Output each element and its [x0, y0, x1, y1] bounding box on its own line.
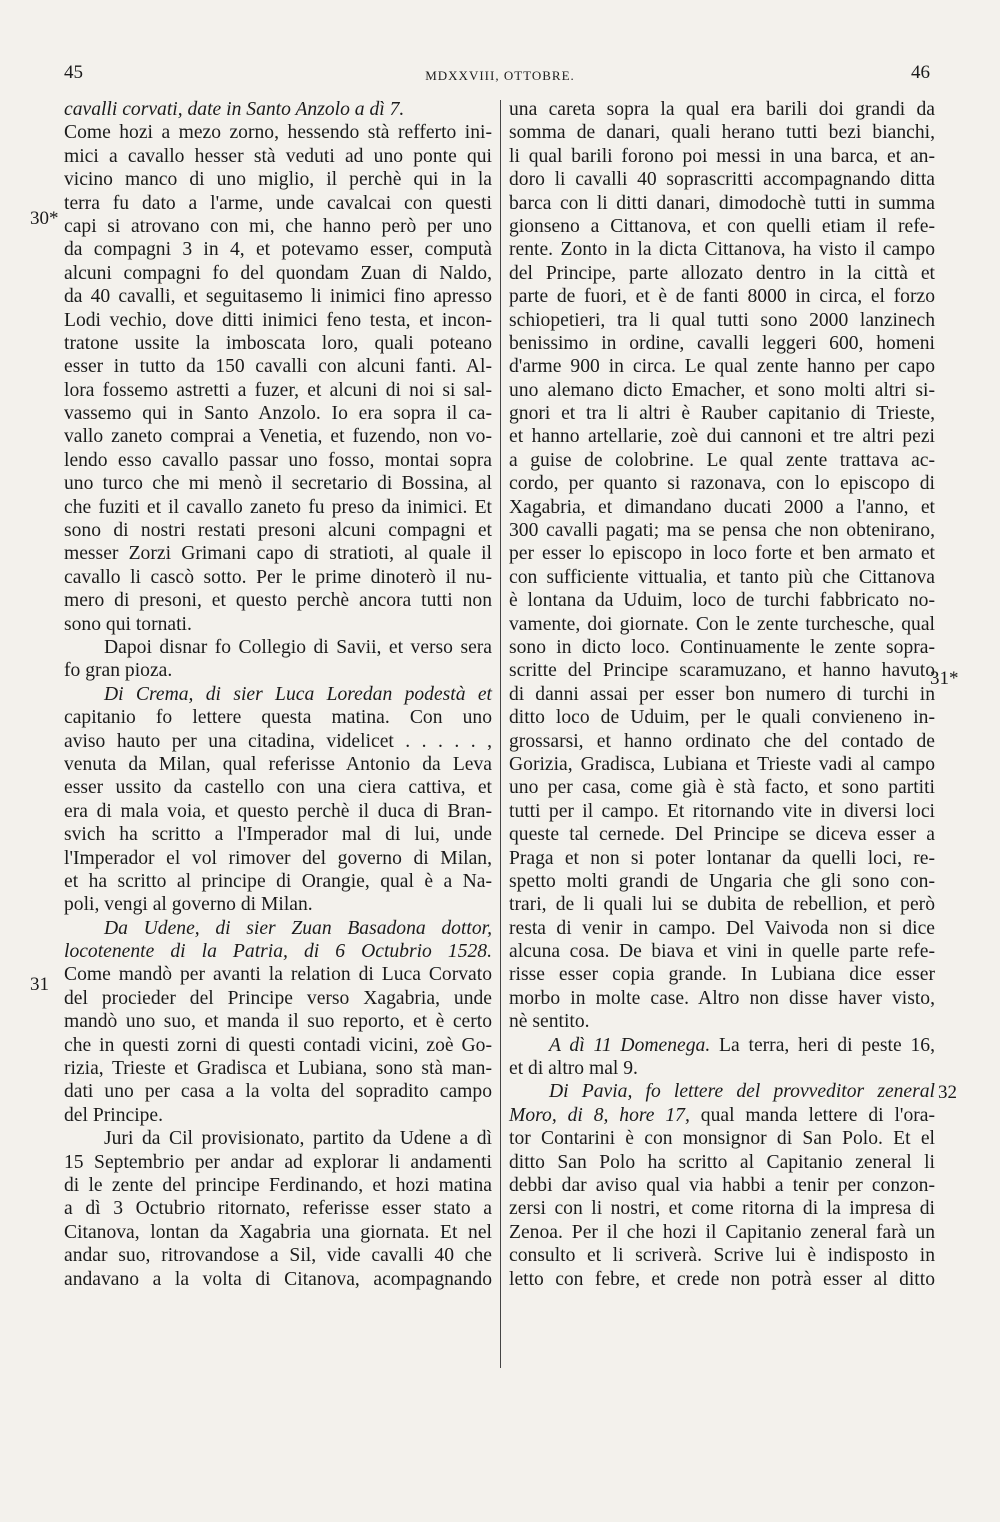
- text-line: da compagni 3 in 4, et potevamo esser, computà: [64, 239, 492, 261]
- text-line: dati uno per casa a la volta del sopradito campo: [64, 1081, 492, 1103]
- column-divider: [500, 100, 501, 1368]
- text-line: esser in tutto da 150 cavalli con alcuni fanti. Al-: [64, 356, 492, 378]
- text-line: vamente, doi giornate. Con le zente turchesche, qual: [509, 613, 935, 635]
- text-line: era di mala voia, et questo perchè il duca di Bran-: [64, 800, 492, 822]
- text-line: di danni assai per esser bon numero di turchi in: [509, 683, 935, 705]
- text-line: del procieder del Principe verso Xagabria, unde: [64, 987, 492, 1009]
- text-line: Zenoa. Per il che hozi il Capitanio zeneral farà un: [509, 1221, 935, 1243]
- text-line: Di Crema, di sier Luca Loredan podestà et: [104, 683, 492, 705]
- margin-number-31-right: 31*: [930, 668, 959, 689]
- text-line: et ha scritto al principe di Orangie, qual è a Na-: [64, 870, 492, 892]
- text-line: ditto San Polo ha scritto al Capitanio zeneral li: [509, 1151, 935, 1173]
- margin-number-30: 30*: [30, 208, 59, 229]
- text-line: svich ha scritto a l'Imperador mal di lui, unde: [64, 824, 492, 846]
- text-line: trari, de li quali lui se dubita de rebellion, et però: [509, 894, 935, 916]
- text-line: doro li cavalli 40 soprascritti accompagnando ditta: [509, 169, 935, 191]
- text-line: Come hozi a mezo zorno, hessendo stà refferto ini-: [64, 122, 492, 144]
- margin-number-31: 31: [30, 974, 49, 995]
- text-line: messer Zorzi Grimani capo di stratioti, al quale il: [64, 543, 492, 565]
- text-line: risse esser copia grande. In Lubiana dice esser: [509, 964, 935, 986]
- left-text-column: [64, 98, 492, 1291]
- text-line: Dapoi disnar fo Collegio di Savii, et verso sera: [104, 636, 492, 658]
- text-line: resta di venir in campo. Del Vaivoda non si dice: [509, 917, 935, 939]
- text-line: esser ussito da castello con una ciera cattiva, et: [64, 777, 492, 799]
- text-line: spetto molti grandi de Ungaria che gli sono con-: [509, 870, 935, 892]
- text-line: tratone ussite la imboscata loro, quali poteano: [64, 332, 492, 354]
- text-line: capitanio fo lettere questa matina. Con uno: [64, 707, 492, 729]
- text-line: gnori et tra li altri è Rauber capitanio di Trieste,: [509, 403, 935, 425]
- text-line: per esser lo episcopo in loco forte et ben armato et: [509, 543, 935, 565]
- text-line: Come mandò per avanti la relation di Luca Corvato: [64, 964, 492, 986]
- text-line: vallo zaneto comprai a Venetia, et fuzendo, non vo-: [64, 426, 492, 448]
- text-line: sono di nostri restati presoni alcuni compagni et: [64, 520, 492, 542]
- text-line: che fuziti et il cavallo zaneto fu preso da inimici. Et: [64, 496, 492, 518]
- text-line: una careta sopra la qual era barili doi grandi da: [509, 99, 935, 120]
- text-line: Lodi vechio, dove ditti inimici feno testa, et incon-: [64, 309, 492, 331]
- text-line: morbo in molte case. Altro non disse haver visto,: [509, 987, 935, 1009]
- text-line: cordo, per quanto si razonava, con lo episcopo di: [509, 473, 935, 495]
- text-line: andar suo, ritrovandose a Sil, vide cavalli 40 che: [64, 1245, 492, 1267]
- text-line: letto con febre, et crede non potrà esser al ditto: [509, 1268, 935, 1290]
- text-line: et di altro mal 9.: [509, 1058, 638, 1080]
- text-line: A dì 11 Domenega. La terra, heri di peste 16,: [549, 1034, 936, 1056]
- text-line: Di Pavia, fo lettere del provveditor zeneral: [549, 1081, 935, 1103]
- text-line: l'Imperador el vol rimover del governo di Milan,: [64, 847, 492, 869]
- text-line: alcuni compagni fo del quondam Zuan di Naldo,: [64, 262, 492, 284]
- text-line: nè sentito.: [509, 1011, 590, 1033]
- text-line: 300 cavalli pagati; ma se pensa che non obtenirano,: [509, 520, 935, 542]
- text-line: somma de danari, quali herano tutti bezi bianchi,: [509, 122, 935, 144]
- text-line: uno alemano dicto Emacher, et sono molti altri si-: [509, 379, 935, 401]
- text-line: capi si atrovano con mi, che hanno però per uno: [64, 215, 492, 237]
- text-line: Xagabria, et dimandano ducati 2000 a l'anno, et: [509, 496, 935, 518]
- text-line: tor Contarini è con monsignor di San Polo. Et el: [509, 1128, 935, 1150]
- text-line: venuta da Milan, qual referisse Antonio da Leva: [64, 753, 492, 775]
- text-line: tutti per il campo. Et ritornando vite in diversi loci: [509, 800, 935, 822]
- text-line: debbi dar aviso qual via habbi a tenir per conzon-: [509, 1174, 935, 1196]
- right-page-number: 46: [911, 62, 930, 83]
- text-line: cavallo li cascò sotto. Per le prime dinoterò il nu-: [64, 566, 492, 588]
- text-line: sono qui tornati.: [64, 613, 192, 635]
- text-line: d'arme 900 in circa. Le qual zente hanno per capo: [509, 356, 935, 378]
- text-line: scritte del Principe scaramuzano, et hanno havuto: [509, 660, 935, 682]
- text-line: alcuna cosa. De biava et vini in quelle parte refe-: [509, 941, 935, 963]
- text-line: 15 Septembrio per andar ad explorar li andamenti: [64, 1151, 492, 1173]
- text-line: a dì 3 Octubrio ritornato, referisse esser stato a: [64, 1198, 492, 1220]
- text-line: è lontana da Uduim, loco de turchi fabbricato no-: [509, 590, 935, 612]
- margin-number-32: 32: [938, 1082, 957, 1103]
- text-line: li qual barili forono poi messi in una barca, et an-: [509, 145, 935, 167]
- text-line: parte de fuori, et è de fanti 8000 in circa, el forzo: [509, 286, 935, 308]
- text-line: di le zente del principe Ferdinando, et hozi matina: [64, 1174, 492, 1196]
- text-line: zersi con li nostri, et come ritorna di la impresa di: [509, 1198, 935, 1220]
- text-line: queste tal cernede. Del Principe se diceva esser a: [509, 824, 935, 846]
- text-line: locotenente di la Patria, di 6 Octubrio 1528.: [64, 941, 492, 963]
- text-line: lora fossemo astretti a fuzer, et alcuni di noi si sal-: [64, 379, 492, 401]
- text-line: et hanno artellarie, zoè dui cannoni et tre altri pezi: [509, 426, 935, 448]
- text-line: grossarsi, et hanno ordinato che del contado de: [509, 730, 935, 752]
- text-line: rente. Zonto in la dicta Cittanova, ha visto il campo: [509, 239, 935, 261]
- text-line: Gorizia, Gradisca, Lubiana et Trieste vadi al campo: [509, 753, 935, 775]
- text-line: Praga et non si poter lontanar da quelli loci, re-: [509, 847, 935, 869]
- text-line: schiopetieri, tra li qual tutti sono 2000 lanzinech: [509, 309, 935, 331]
- text-line: uno turco che mi menò il secretario di Bossina, al: [64, 473, 492, 495]
- text-line: Citanova, lontan da Xagabria una giornata. Et nel: [64, 1221, 492, 1243]
- text-line: barca con li ditti danari, dimodochè tutti in summa: [509, 192, 935, 214]
- right-text-column: [509, 98, 935, 1291]
- text-line: da 40 cavalli, et seguitasemo li inimici fino apresso: [64, 286, 492, 308]
- text-line: sono in dicto loco. Continuamente le zente sopra-: [509, 636, 935, 658]
- text-line: rizia, Trieste et Gradisca et Lubiana, sono stà man-: [64, 1058, 492, 1080]
- text-line: Moro, di 8, hore 17, qual manda lettere di l'ora-: [509, 1104, 935, 1126]
- text-line: mero di presoni, et questo perchè ancora tutti non: [64, 590, 492, 612]
- text-line: mandò uno suo, et manda il suo reporto, et è certo: [64, 1011, 492, 1033]
- text-line: ditto loco de Uduim, per le quali convieneno in-: [509, 707, 935, 729]
- text-line: del Principe, parte allozato dentro in la città et: [509, 262, 935, 284]
- text-line: Juri da Cil provisionato, partito da Udene a dì: [104, 1128, 492, 1150]
- left-page-number: 45: [64, 62, 83, 83]
- text-line: benissimo in ordine, cavalli leggeri 600, homeni: [509, 332, 935, 354]
- text-line: andavano a la volta di Citanova, acompagnando: [64, 1268, 492, 1290]
- text-line: vassemo qui in Santo Anzolo. Io era sopra il ca-: [64, 403, 492, 425]
- text-line: aviso hauto per una citadina, videlicet . . . . . ,: [64, 730, 492, 752]
- text-line: a guise de colobrine. Le qual zente trattava ac-: [509, 449, 935, 471]
- text-line: lendo esso cavallo passar uno fosso, montai sopra: [64, 449, 492, 471]
- text-line: mici a cavallo hesser stà veduti ad uno ponte qui: [64, 145, 492, 167]
- running-header: MDXXVIII, OTTOBRE.: [425, 68, 575, 83]
- text-line: uno per casa, come già è stà facto, et sono partiti: [509, 777, 935, 799]
- text-line: terra fu dato a l'arme, unde cavalcai con questi: [64, 192, 492, 214]
- text-line: del Principe.: [64, 1104, 164, 1126]
- text-line: consulto et li scriverà. Scrive lui è indisposto in: [509, 1245, 935, 1267]
- text-line: gionseno a Cittanova, et con quelli etiam il refe-: [509, 215, 935, 237]
- text-line: fo gran pioza.: [64, 660, 173, 682]
- text-line: che in questi zorni di questi contadi vicini, zoè Go-: [64, 1034, 492, 1056]
- text-line: vicino manco di uno miglio, il perchè qui in la: [64, 169, 492, 191]
- text-line: cavalli corvati, date in Santo Anzolo a dì 7.: [64, 99, 405, 120]
- text-line: con sufficiente vittualia, et tanto più che Cittanova: [509, 566, 935, 588]
- text-line: poli, vengi al governo di Milan.: [64, 894, 313, 916]
- text-line: Da Udene, di sier Zuan Basadona dottor,: [104, 917, 492, 939]
